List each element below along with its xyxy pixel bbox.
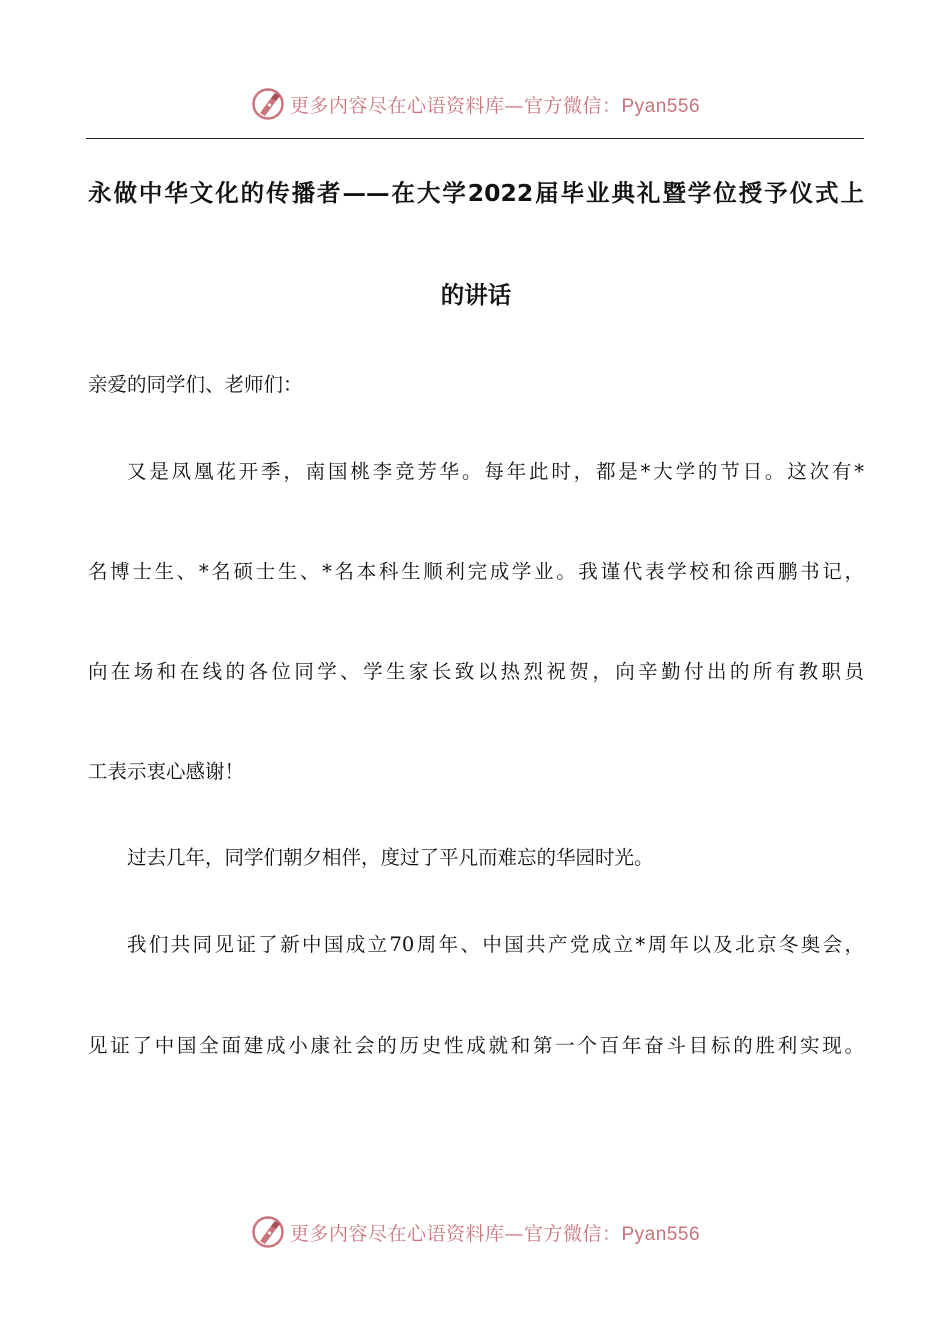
paragraph-3-line-2: 见证了中国全面建成小康社会的历史性成就和第一个百年奋斗目标的胜利实现。 (88, 1034, 864, 1057)
pen-nib-circle-icon (250, 86, 286, 122)
banner-text-cn: 更多内容尽在心语资料库—官方微信： (289, 1222, 622, 1245)
banner-wechat-id: Pyan556 (621, 95, 701, 117)
paragraph-1-line-1: 又是凤凰花开季，南国桃李竞芳华。每年此时，都是*大学的节日。这次有* (127, 460, 864, 483)
paragraph-1-line-4: 工表示衷心感谢！ (88, 760, 245, 783)
paragraph-1-line-2: 名博士生、*名硕士生、*名本科生顺利完成学业。我谨代表学校和徐西鹏书记， (88, 560, 864, 583)
paragraph-3-line-1: 我们共同见证了新中国成立70周年、中国共产党成立*周年以及北京冬奥会， (127, 933, 864, 956)
header-divider (86, 138, 864, 139)
paragraph-1-line-3: 向在场和在线的各位同学、学生家长致以热烈祝贺，向辛勤付出的所有教职员 (88, 660, 864, 683)
footer-banner (0, 1210, 950, 1254)
paragraph-2: 过去几年，同学们朝夕相伴，度过了平凡而难忘的华园时光。 (127, 846, 654, 869)
document-title-line-1: 永做中华文化的传播者——在大学2022届毕业典礼暨学位授予仪式上 (88, 179, 864, 207)
header-banner (0, 82, 950, 126)
salutation: 亲爱的同学们、老师们： (88, 373, 303, 396)
document-title-line-2: 的讲话 (440, 281, 512, 309)
banner-text-cn: 更多内容尽在心语资料库—官方微信： (289, 94, 622, 117)
pen-nib-circle-icon (250, 1214, 286, 1250)
banner-text (290, 1219, 700, 1246)
banner-wechat-id: Pyan556 (621, 1223, 701, 1245)
banner-text (290, 91, 700, 118)
